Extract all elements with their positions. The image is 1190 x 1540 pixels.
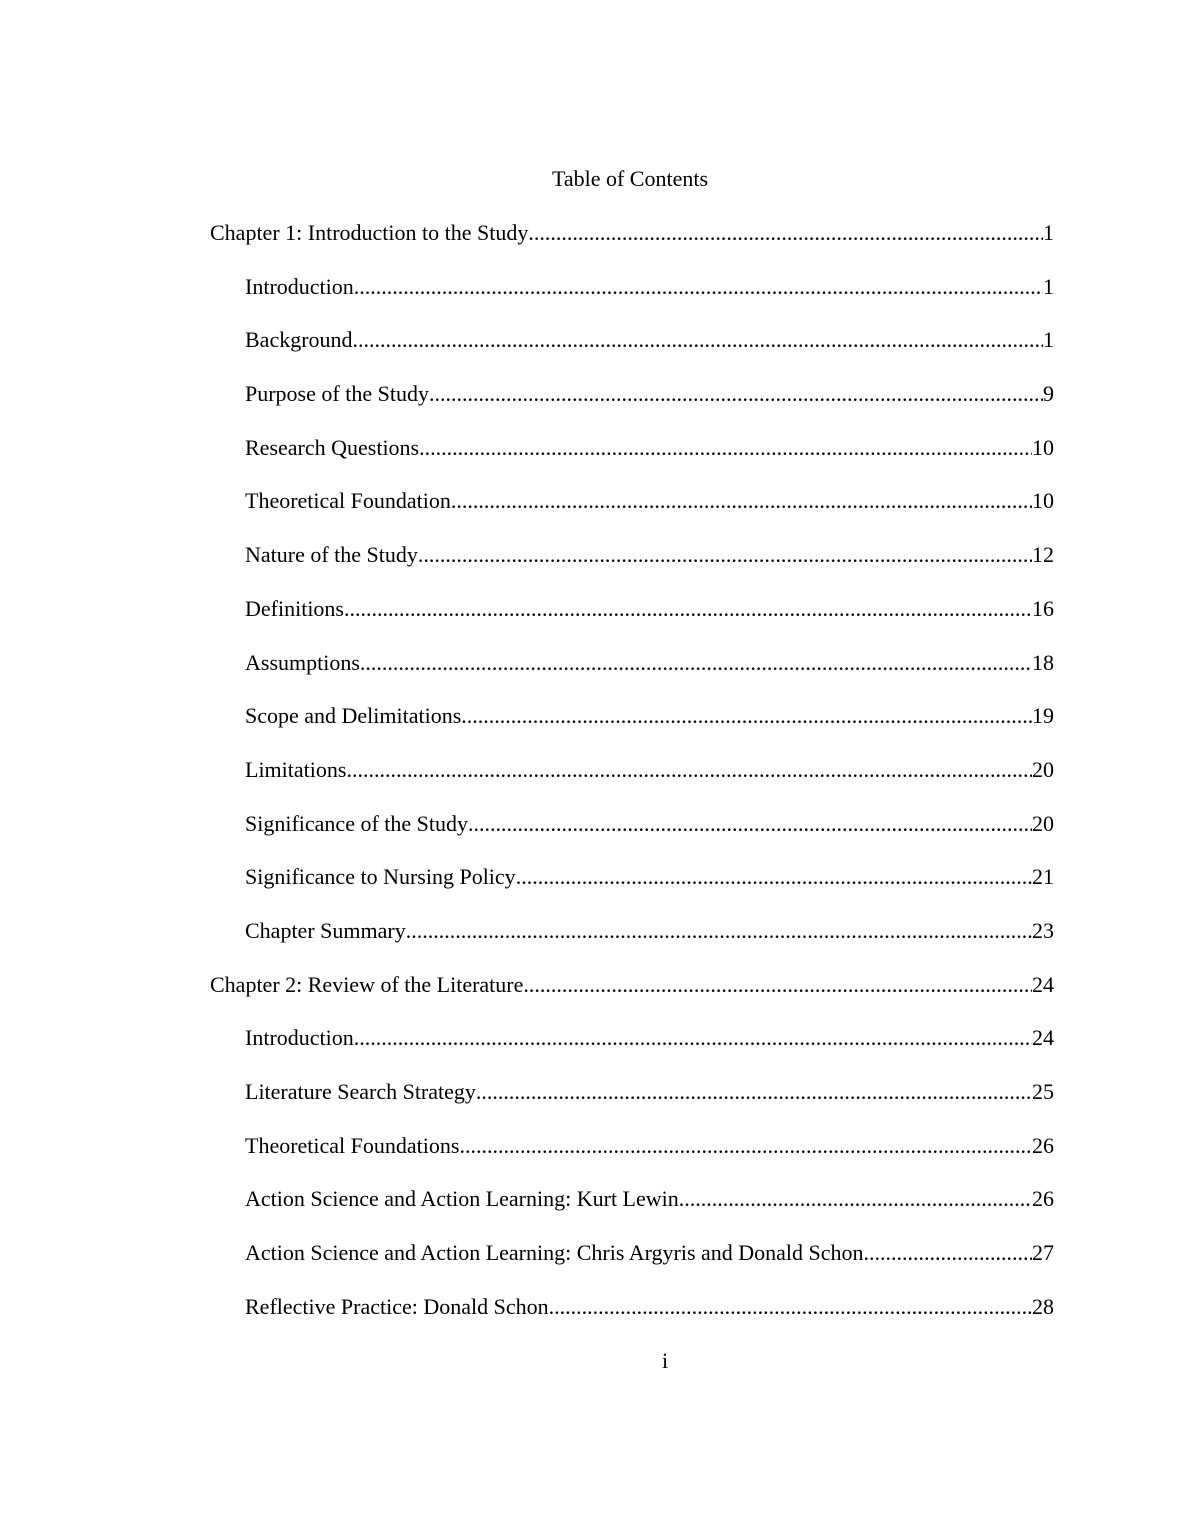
toc-entry-chapter-2[interactable] xyxy=(210,971,1054,1025)
toc-entry-theoretical-foundations[interactable] xyxy=(210,1132,1054,1186)
toc-entry-page: 1 xyxy=(1043,273,1054,299)
toc-entry-page: 16 xyxy=(1032,595,1054,621)
toc-entry-significance[interactable] xyxy=(210,810,1054,864)
toc-entry-page: 27 xyxy=(1032,1240,1054,1266)
toc-entry-literature-search[interactable] xyxy=(210,1078,1054,1132)
toc-entry-label: Literature Search Strategy xyxy=(245,1079,476,1104)
dot-leader xyxy=(406,917,1032,945)
toc-entry-introduction[interactable] xyxy=(210,273,1054,327)
dot-leader xyxy=(429,380,1043,408)
toc-entry-page: 24 xyxy=(1032,1025,1054,1051)
dot-leader xyxy=(468,810,1032,838)
toc-entry-label: Introduction xyxy=(245,273,354,299)
toc-entry-label: Limitations xyxy=(245,756,347,782)
toc-entry-page: 28 xyxy=(1032,1293,1054,1319)
dot-leader xyxy=(346,756,1032,784)
toc-entry-reflective-practice[interactable] xyxy=(210,1293,1054,1347)
toc-entry-page: 20 xyxy=(1032,810,1054,836)
toc-entry-label: Scope and Delimitations xyxy=(245,703,462,729)
toc-entry-page: 20 xyxy=(1032,756,1054,782)
toc-entry-page: 19 xyxy=(1032,703,1054,729)
dot-leader xyxy=(516,863,1032,891)
toc-entry-page: 21 xyxy=(1032,864,1054,890)
toc-entry-background[interactable] xyxy=(210,326,1054,380)
toc-entry-theoretical-foundation[interactable] xyxy=(210,487,1054,541)
toc-entry-label: Research Questions xyxy=(245,434,420,460)
toc-entry-page: 9 xyxy=(1043,381,1054,407)
toc-entry-chapter-summary[interactable] xyxy=(210,917,1054,971)
toc-entry-page: 23 xyxy=(1032,917,1054,943)
dot-leader xyxy=(353,326,1043,354)
toc-entry-label: Chapter 1: Introduction to the Study xyxy=(210,220,529,245)
toc-entry-label: Definitions xyxy=(245,595,344,621)
toc-entry-nature-of-study[interactable] xyxy=(210,541,1054,595)
toc-entry-label: Purpose of the Study xyxy=(245,381,429,407)
toc-entry-label: Chapter 2: Review of the Literature xyxy=(210,971,524,997)
toc-entry-label: Theoretical Foundation xyxy=(245,488,451,514)
toc-entry-page: 26 xyxy=(1032,1186,1054,1212)
toc-entry-label: Theoretical Foundations xyxy=(245,1132,460,1158)
dot-leader xyxy=(419,434,1032,462)
toc-title: Table of Contents xyxy=(551,166,709,191)
toc-entry-scope[interactable] xyxy=(210,702,1054,756)
toc-entry-page: 1 xyxy=(1043,327,1054,353)
toc-entry-page: 25 xyxy=(1032,1079,1054,1104)
dot-leader xyxy=(549,1293,1032,1321)
dot-leader xyxy=(523,971,1032,999)
toc-entry-page: 10 xyxy=(1032,488,1054,514)
dot-leader xyxy=(418,541,1032,569)
toc-entry-page: 12 xyxy=(1032,542,1054,568)
toc-entry-label: Significance of the Study xyxy=(245,810,469,836)
toc-entry-label: Significance to Nursing Policy xyxy=(245,864,516,890)
toc-entry-limitations[interactable] xyxy=(210,756,1054,810)
toc-entry-page: 18 xyxy=(1032,649,1054,675)
dot-leader xyxy=(461,702,1032,730)
dot-leader xyxy=(354,273,1043,301)
toc-entry-definitions[interactable] xyxy=(210,595,1054,649)
toc-entry-introduction-2[interactable] xyxy=(210,1024,1054,1078)
toc-entry-action-science-argyris[interactable] xyxy=(210,1239,1054,1293)
toc-entry-label: Action Science and Action Learning: Kurt Lewin xyxy=(245,1186,679,1212)
dot-leader xyxy=(679,1185,1032,1213)
toc-entry-chapter-1[interactable] xyxy=(210,219,1054,273)
dot-leader xyxy=(476,1078,1032,1106)
toc-entry-label: Background xyxy=(245,327,353,353)
toc-entry-page: 10 xyxy=(1032,434,1054,460)
toc-entry-page: 1 xyxy=(1043,220,1054,245)
toc-entry-label: Assumptions xyxy=(245,649,360,675)
toc-entry-assumptions[interactable] xyxy=(210,649,1054,703)
toc-entry-label: Nature of the Study xyxy=(245,542,418,568)
toc-entry-page: 24 xyxy=(1032,971,1054,997)
dot-leader xyxy=(459,1132,1032,1160)
toc-list xyxy=(210,219,1054,1346)
dot-leader xyxy=(864,1239,1032,1267)
toc-entry-research-questions[interactable] xyxy=(210,434,1054,488)
page-number: i xyxy=(661,1348,669,1373)
dot-leader xyxy=(451,487,1032,515)
dot-leader xyxy=(528,219,1043,247)
dot-leader xyxy=(360,649,1032,677)
toc-entry-purpose[interactable] xyxy=(210,380,1054,434)
toc-entry-page: 26 xyxy=(1032,1132,1054,1158)
toc-entry-label: Chapter Summary xyxy=(245,917,406,943)
toc-entry-label: Reflective Practice: Donald Schon xyxy=(245,1293,549,1319)
dot-leader xyxy=(354,1024,1032,1052)
toc-entry-label: Introduction xyxy=(245,1025,354,1051)
dot-leader xyxy=(344,595,1032,623)
toc-entry-nursing-policy[interactable] xyxy=(210,863,1054,917)
toc-entry-action-science-lewin[interactable] xyxy=(210,1185,1054,1239)
toc-entry-label: Action Science and Action Learning: Chris Argyris and Donald Schon xyxy=(245,1240,864,1266)
